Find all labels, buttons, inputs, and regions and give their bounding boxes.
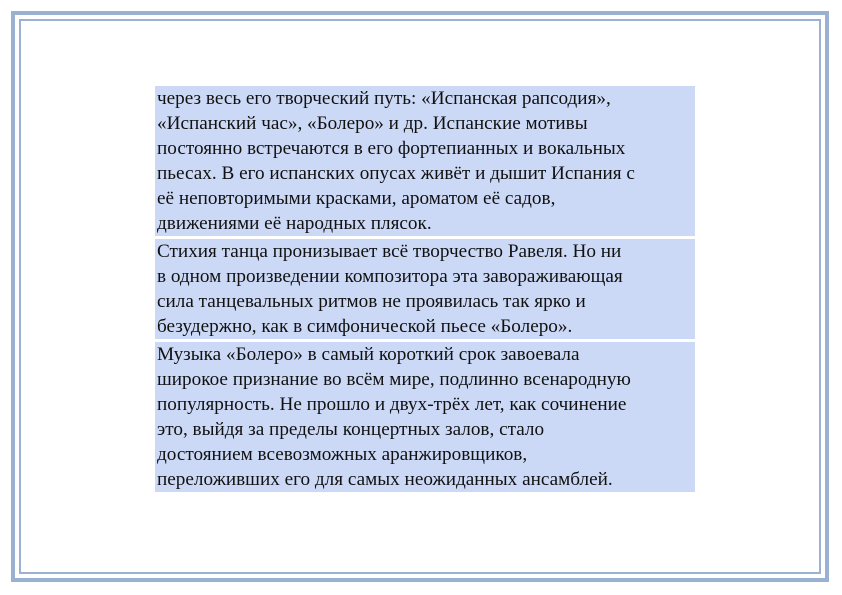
text-line: постоянно встречаются в его фортепианных и вокальных	[157, 138, 626, 159]
text-line: переложивших его для самых неожиданных ансамблей.	[157, 469, 613, 490]
paragraph-1	[155, 86, 695, 236]
text-line: через весь его творческий путь: «Испанская рапсодия»,	[157, 88, 611, 109]
text-line: Музыка «Болеро» в самый короткий срок завоевала	[157, 344, 580, 365]
text-line: в одном произведении композитора эта завораживающая	[157, 266, 623, 287]
text-line: сила танцевальных ритмов не проявилась так ярко и	[157, 291, 586, 312]
text-body	[155, 86, 695, 495]
paragraph-3	[155, 342, 695, 492]
text-line: достоянием всевозможных аранжировщиков,	[157, 444, 528, 465]
paragraph-2	[155, 239, 695, 339]
text-line: широкое признание во всём мире, подлинно всенародную	[157, 369, 631, 390]
text-line: пьесах. В его испанских опусах живёт и дышит Испания с	[157, 163, 635, 184]
text-line: Стихия танца пронизывает всё творчество Равеля. Но ни	[157, 241, 622, 262]
text-line: движениями её народных плясок.	[157, 213, 432, 234]
text-line: «Испанский час», «Болеро» и др. Испанские мотивы	[157, 113, 588, 134]
text-line: популярность. Не прошло и двух-трёх лет, как сочинение	[157, 394, 627, 415]
text-line: безудержно, как в симфонической пьесе «Болеро».	[157, 316, 573, 337]
text-line: это, выйдя за пределы концертных залов, стало	[157, 419, 545, 440]
text-line: её неповторимыми красками, ароматом её садов,	[157, 188, 556, 209]
